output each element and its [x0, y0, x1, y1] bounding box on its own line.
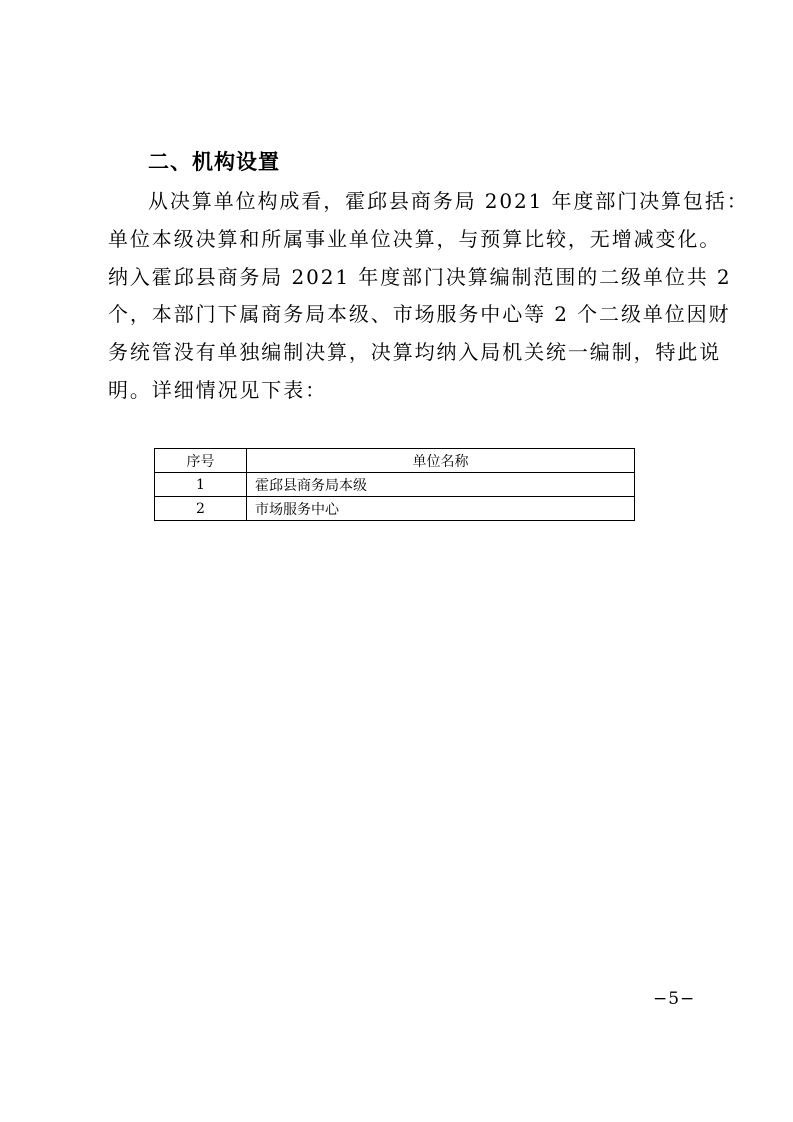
body-line-5: 务统管没有单独编制决算，决算均纳入局机关统一编制，特此说 — [108, 340, 722, 364]
table-row — [155, 473, 635, 497]
unit-table — [154, 448, 635, 521]
header-serial-number: 序号 — [155, 449, 247, 473]
header-unit-name: 单位名称 — [247, 449, 635, 473]
cell-unit-name: 霍邱县商务局本级 — [247, 473, 635, 497]
body-line-2: 单位本级决算和所属事业单位决算，与预算比较，无增减变化。 — [108, 227, 722, 251]
body-line-3: 纳入霍邱县商务局 2021 年度部门决算编制范围的二级单位共 2 — [108, 265, 732, 289]
section-heading: 二、机构设置 — [148, 150, 280, 174]
cell-serial-number: 1 — [155, 473, 247, 497]
body-line-4: 个，本部门下属商务局本级、市场服务中心等 2 个二级单位因财 — [108, 302, 731, 326]
cell-unit-name: 市场服务中心 — [247, 497, 635, 521]
cell-serial-number: 2 — [155, 497, 247, 521]
body-line-6: 明。详细情况见下表： — [108, 378, 327, 402]
table-row — [155, 497, 635, 521]
page-number: −5− — [653, 989, 696, 1009]
table-header-row — [155, 449, 635, 473]
body-line-1: 从决算单位构成看，霍邱县商务局 2021 年度部门决算包括： — [148, 189, 749, 213]
